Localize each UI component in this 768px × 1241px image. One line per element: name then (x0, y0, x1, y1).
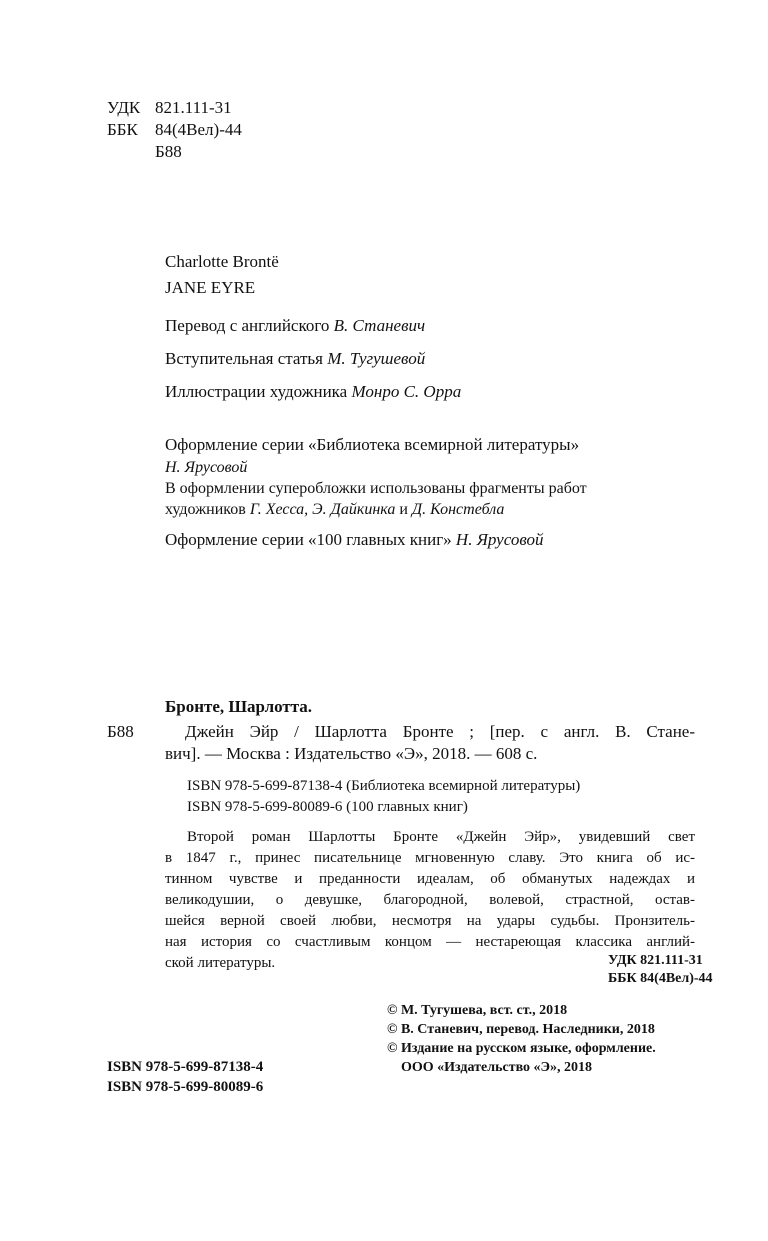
udk-line (107, 97, 232, 119)
translation-text: Перевод с английского (165, 316, 334, 335)
annotation-line: Второй роман Шарлотты Бронте «Джейн Эйр», увидевший свет (187, 829, 695, 845)
catalog-isbn2: ISBN 978-5-699-80089-6 (100 главных книг) (187, 799, 468, 815)
series2-text: Оформление серии «100 главных книг» (165, 530, 456, 549)
jacket-artist-constable: Д. Констебла (411, 501, 505, 518)
copyright-stanevich: © В. Станевич, перевод. Наследники, 2018 (387, 1022, 655, 1037)
bbk-label: ББК (107, 120, 138, 139)
footer-isbn2: ISBN 978-5-699-80089-6 (107, 1079, 264, 1095)
intro-text: Вступительная статья (165, 349, 328, 368)
illustrations-credit (165, 381, 461, 403)
jacket-prefix: художников (165, 501, 250, 518)
udk-label: УДК (107, 98, 141, 117)
annotation-line: в 1847 г., принес писательнице мгновенную славу. Это книга об ис- (165, 850, 695, 866)
bbk-value: 84(4Вел)-44 (155, 120, 242, 139)
original-title: JANE EYRE (165, 278, 256, 297)
annotation-bbk: ББК 84(4Вел)-44 (608, 971, 713, 986)
bbk-line (107, 119, 242, 141)
intro-credit (165, 348, 425, 370)
jacket-and: и (395, 501, 412, 518)
catalog-heading: Бронте, Шарлотта. (165, 697, 313, 716)
catalog-line1: Джейн Эйр / Шарлотта Бронте ; [пер. с англ. В. Стане- (185, 722, 695, 741)
catalog-mark: Б88 (107, 722, 134, 741)
translator-name: В. Станевич (333, 316, 426, 335)
annotation-line: ная история со счастливым концом — нестареющая классика англий- (165, 934, 695, 950)
jacket-note-line2 (165, 499, 504, 521)
jacket-artists: Г. Хесса, Э. Дайкинка (249, 501, 396, 518)
translation-credit (165, 315, 425, 337)
annotation-line: великодушии, о девушке, благородной, волевой, страстной, остав- (165, 892, 695, 908)
series2-designer: Н. Ярусовой (455, 530, 544, 549)
annotation-line: шейся верной своей любви, несмотря на удары судьбы. Пронзитель- (165, 913, 695, 929)
series1-design: Оформление серии «Библиотека всемирной литературы» (165, 435, 580, 454)
udk-value: 821.111-31 (155, 98, 232, 117)
series2-design (165, 529, 543, 551)
annotation-line: тинном чувстве и преданности идеалам, об обманутых надеждах и (165, 871, 695, 887)
annotation-line: ской литературы. (165, 955, 276, 971)
catalog-isbn1: ISBN 978-5-699-87138-4 (Библиотека всемирной литературы) (187, 778, 581, 794)
footer-isbn1: ISBN 978-5-699-87138-4 (107, 1059, 264, 1075)
original-author: Charlotte Brontë (165, 252, 279, 271)
copyright-tugusheva: © М. Тугушева, вст. ст., 2018 (387, 1003, 568, 1018)
series1-designer: Н. Ярусовой (165, 459, 248, 476)
intro-author-name: М. Тугушевой (327, 349, 426, 368)
illustrations-text: Иллюстрации художника (165, 382, 352, 401)
copyright-edition: © Издание на русском языке, оформление. (387, 1041, 656, 1056)
author-mark: Б88 (155, 142, 182, 161)
copyright-publisher: ООО «Издательство «Э», 2018 (401, 1060, 593, 1075)
illustrator-name: Монро С. Орра (351, 382, 462, 401)
catalog-description (185, 721, 695, 743)
jacket-note-line1: В оформлении суперобложки использованы фрагменты работ (165, 480, 587, 497)
catalog-line2: вич]. — Москва : Издательство «Э», 2018. — 608 с. (165, 744, 538, 763)
annotation-udk: УДК 821.111-31 (608, 953, 703, 968)
